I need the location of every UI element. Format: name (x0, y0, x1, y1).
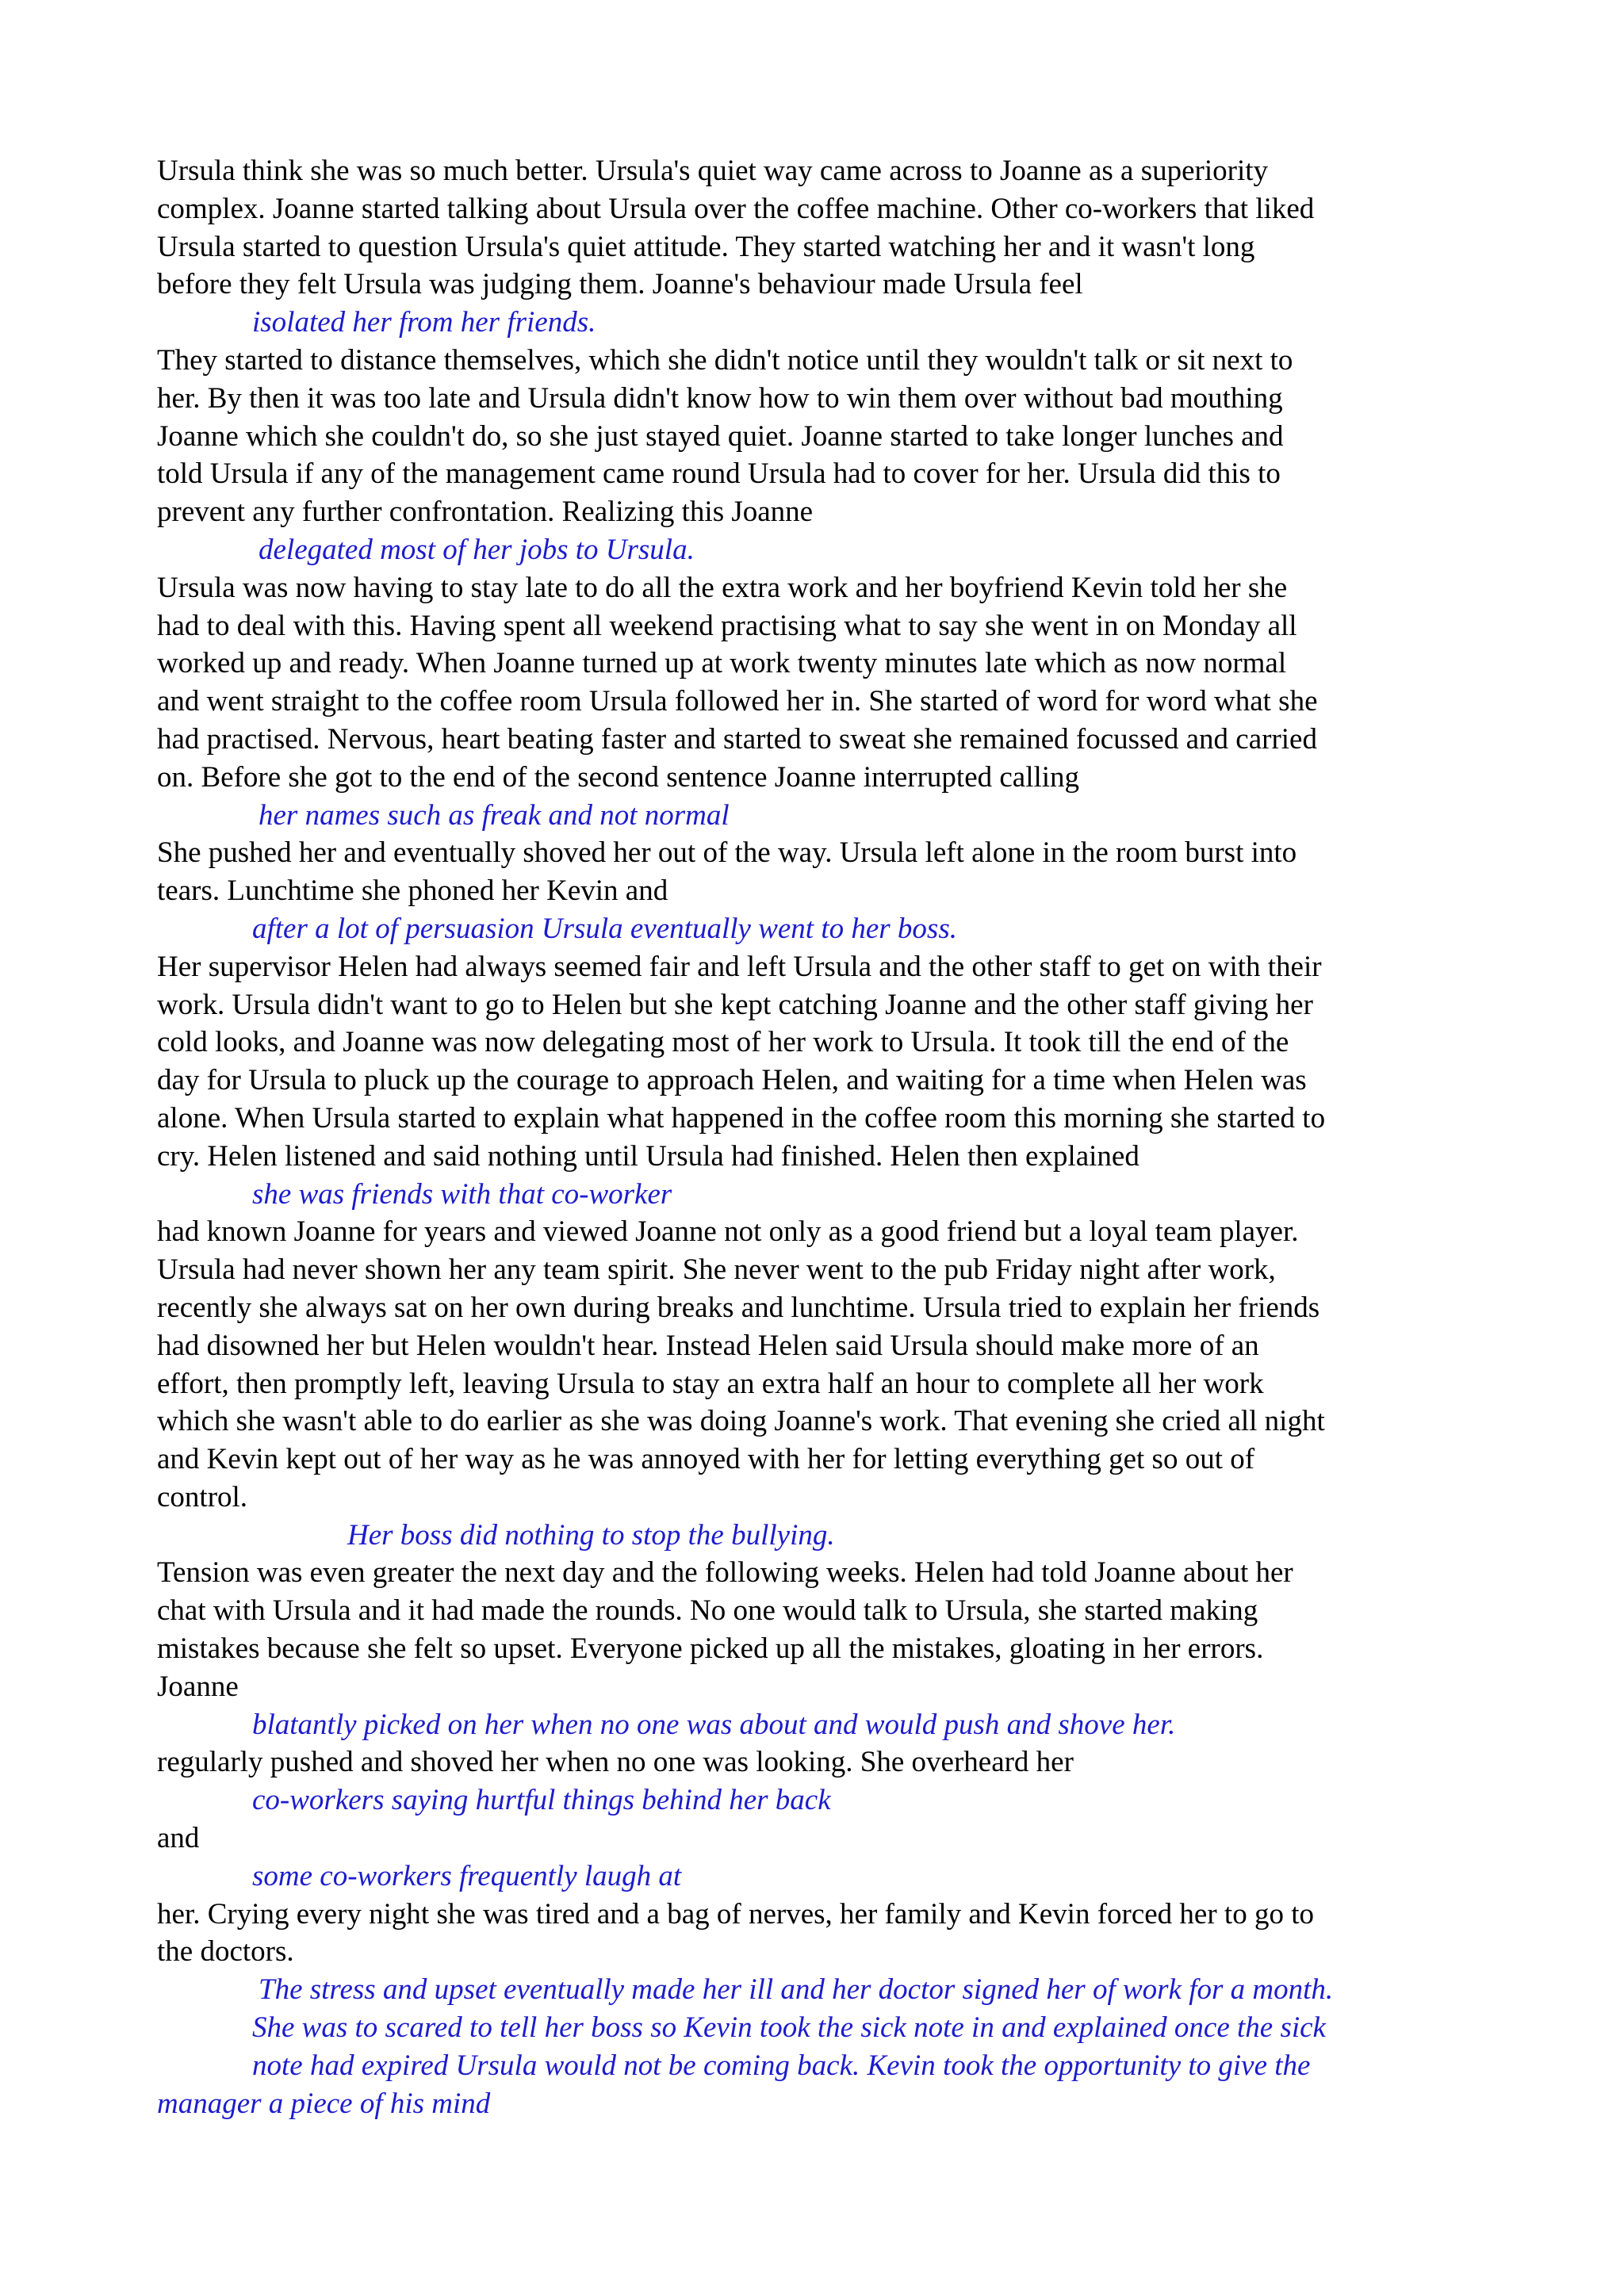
body-text-line: She pushed her and eventually shoved her out of the way. Ursula left alone in the room burst into (157, 836, 1297, 870)
annotation-line: The stress and upset eventually made her ill and her doctor signed her of work for a month. (259, 1973, 1334, 2007)
body-text-line: and Kevin kept out of her way as he was annoyed with her for letting everything get so out of (157, 1443, 1255, 1476)
body-text-line: before they felt Ursula was judging them. Joanne's behaviour made Ursula feel (157, 268, 1083, 301)
body-text-line: alone. When Ursula started to explain what happened in the coffee room this morning she started to (157, 1101, 1326, 1135)
body-text-line: chat with Ursula and it had made the rounds. No one would talk to Ursula, she started making (157, 1594, 1258, 1628)
body-text-line: work. Ursula didn't want to go to Helen but she kept catching Joanne and the other staff giving her (157, 988, 1313, 1021)
body-text-line: Joanne which she couldn't do, so she just stayed quiet. Joanne started to take longer lunches and (157, 419, 1284, 453)
annotation-line: co-workers saying hurtful things behind her back (252, 1784, 831, 1817)
body-text-line: had disowned her but Helen wouldn't hear. Instead Helen said Ursula should make more of an (157, 1329, 1259, 1362)
body-text-line: Ursula think she was so much better. Ursula's quiet way came across to Joanne as a superiority (157, 155, 1269, 187)
body-text-line: Joanne (157, 1670, 239, 1703)
annotation-line: blatantly picked on her when no one was about and would push and shove her. (252, 1708, 1176, 1741)
body-text-line: on. Before she got to the end of the second sentence Joanne interrupted calling (157, 760, 1080, 794)
body-text-line: Ursula was now having to stay late to do all the extra work and her boyfriend Kevin told her she (157, 571, 1288, 604)
body-text-line: cold looks, and Joanne was now delegating most of her work to Ursula. It took till the end of the (157, 1026, 1289, 1059)
body-text-line: worked up and ready. When Joanne turned up at work twenty minutes late which as now normal (157, 647, 1287, 680)
body-text-line: recently she always sat on her own during breaks and lunchtime. Ursula tried to explain her friends (157, 1291, 1320, 1324)
body-text-line: day for Ursula to pluck up the courage to approach Helen, and waiting for a time when Helen was (157, 1064, 1307, 1097)
body-text-line: mistakes because she felt so upset. Everyone picked up all the mistakes, gloating in her errors. (157, 1632, 1264, 1666)
body-text-line: Her supervisor Helen had always seemed fair and left Ursula and the other staff to get on with their (157, 950, 1322, 983)
body-text-line: had to deal with this. Having spent all weekend practising what to say she went in on Monday all (157, 609, 1297, 642)
body-text-line: and went straight to the coffee room Ursula followed her in. She started of word for word what she (157, 685, 1318, 718)
body-text-line: prevent any further confrontation. Realizing this Joanne (157, 496, 814, 529)
body-text-line: Ursula started to question Ursula's quiet attitude. They started watching her and it wasn't long (157, 230, 1255, 263)
body-text-line: Tension was even greater the next day and the following weeks. Helen had told Joanne about her (157, 1556, 1293, 1590)
body-text-line: complex. Joanne started talking about Ursula over the coffee machine. Other co-workers that liked (157, 192, 1315, 225)
annotation-line: note had expired Ursula would not be coming back. Kevin took the opportunity to give the (252, 2049, 1311, 2082)
body-text-line: regularly pushed and shoved her when no one was looking. She overheard her (157, 1746, 1074, 1779)
annotation-line: some co-workers frequently laugh at (252, 1859, 682, 1892)
annotation-line: She was to scared to tell her boss so Kevin took the sick note in and explained once the sick (252, 2011, 1326, 2045)
body-text-line: and (157, 1822, 200, 1855)
body-text-line: Ursula had never shown her any team spirit. She never went to the pub Friday night after work, (157, 1253, 1276, 1287)
body-text-line: had practised. Nervous, heart beating faster and started to sweat she remained focussed and carried (157, 722, 1317, 756)
body-text-line: had known Joanne for years and viewed Joanne not only as a good friend but a loyal team player. (157, 1215, 1299, 1249)
body-text-line: tears. Lunchtime she phoned her Kevin and (157, 874, 668, 908)
annotation-line: Her boss did nothing to stop the bullying. (347, 1518, 835, 1552)
document-body (157, 152, 1489, 2122)
body-text-line: told Ursula if any of the management came round Ursula had to cover for her. Ursula did this to (157, 457, 1281, 491)
body-text-line: They started to distance themselves, which she didn't notice until they wouldn't talk or sit next to (157, 343, 1293, 377)
body-text-line: effort, then promptly left, leaving Ursula to stay an extra half an hour to complete all her work (157, 1367, 1264, 1400)
body-text-line: her. By then it was too late and Ursula didn't know how to win them over without bad mouthing (157, 381, 1283, 415)
body-text-line: which she wasn't able to do earlier as she was doing Joanne's work. That evening she cried all night (157, 1405, 1325, 1438)
annotation-line: isolated her from her friends. (252, 306, 596, 339)
body-text-line: the doctors. (157, 1935, 294, 1969)
body-text-line: cry. Helen listened and said nothing until Ursula had finished. Helen then explained (157, 1139, 1139, 1173)
annotation-line: her names such as freak and not normal (259, 798, 730, 832)
annotation-line: she was friends with that co-worker (252, 1177, 672, 1211)
annotation-line: manager a piece of his mind (157, 2087, 491, 2120)
annotation-line: after a lot of persuasion Ursula eventually went to her boss. (252, 912, 957, 945)
annotation-line: delegated most of her jobs to Ursula. (259, 533, 695, 566)
body-text-line: her. Crying every night she was tired and a bag of nerves, her family and Kevin forced her to go to (157, 1897, 1314, 1931)
body-text-line: control. (157, 1480, 248, 1513)
